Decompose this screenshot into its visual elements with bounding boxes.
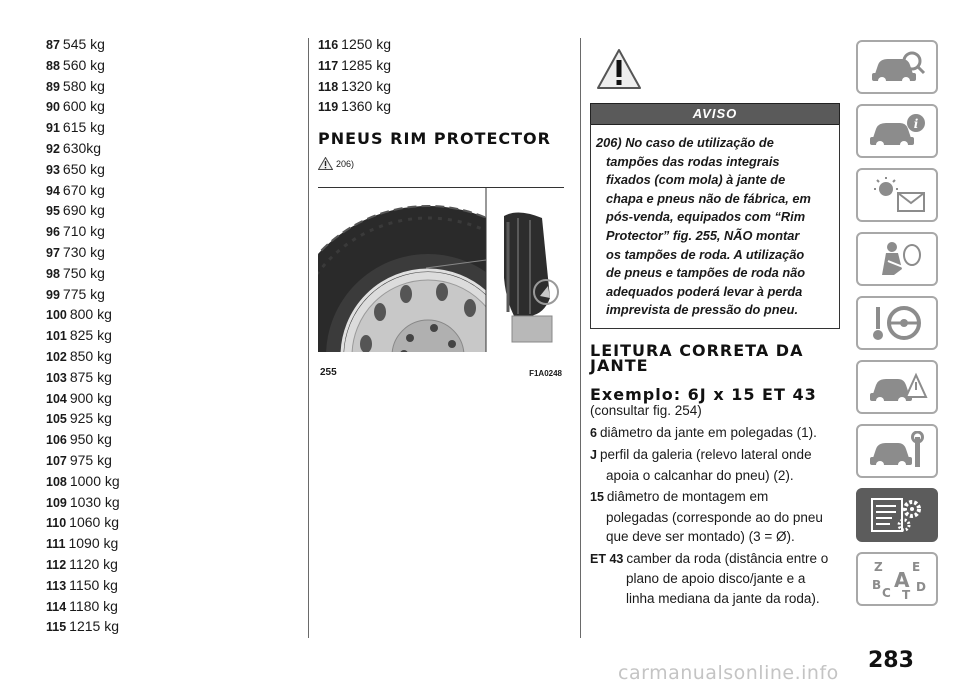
load-index-value: 900 kg bbox=[69, 389, 112, 406]
load-index-code: 118 bbox=[318, 79, 339, 94]
load-index-value: 1360 kg bbox=[341, 98, 391, 115]
warning-box bbox=[590, 124, 840, 329]
load-index-row bbox=[46, 408, 296, 429]
note-reference: 206) bbox=[318, 155, 570, 171]
column-2 bbox=[318, 34, 570, 379]
definition-text: que deve ser montado) (3 = Ø). bbox=[606, 529, 795, 545]
load-index-row bbox=[318, 96, 570, 117]
load-index-row bbox=[46, 242, 296, 263]
definition-item bbox=[590, 445, 840, 485]
load-index-code: 105 bbox=[46, 412, 67, 427]
warning-text bbox=[596, 153, 831, 320]
svg-text:Z: Z bbox=[874, 560, 883, 574]
load-index-code: 108 bbox=[46, 474, 67, 489]
load-index-row bbox=[46, 159, 296, 180]
load-index-row bbox=[46, 284, 296, 305]
figure-code: F1A0248 bbox=[529, 369, 562, 379]
load-index-value: 800 kg bbox=[69, 306, 112, 323]
load-index-value: 950 kg bbox=[69, 431, 112, 448]
load-index-code: 99 bbox=[46, 287, 60, 302]
definitions-list bbox=[590, 423, 840, 609]
load-index-value: 615 kg bbox=[62, 119, 105, 136]
load-index-value: 650 kg bbox=[62, 160, 105, 177]
warning-line: chapa e pneus não de fábrica, em bbox=[606, 190, 811, 206]
definition-item bbox=[590, 423, 840, 444]
definition-text: diâmetro da jante em polegadas (1). bbox=[599, 424, 817, 440]
load-index-value: 1320 kg bbox=[341, 77, 391, 94]
column-divider bbox=[580, 38, 581, 638]
load-index-code: 114 bbox=[46, 599, 67, 614]
load-index-row bbox=[46, 554, 296, 575]
airbag-seat-icon bbox=[858, 234, 936, 284]
load-index-code: 116 bbox=[318, 38, 339, 52]
load-index-value: 730 kg bbox=[62, 243, 105, 260]
load-index-value: 1060 kg bbox=[69, 514, 119, 531]
warning-light-message-icon bbox=[858, 170, 936, 220]
load-index-code: 119 bbox=[318, 100, 339, 115]
warning-triangle-icon bbox=[318, 157, 333, 170]
specs-gears-icon bbox=[858, 490, 936, 540]
side-tab-car-search[interactable] bbox=[856, 40, 938, 94]
load-index-value: 1090 kg bbox=[68, 535, 119, 552]
load-index-code: 95 bbox=[46, 204, 60, 219]
load-index-value: 1150 kg bbox=[69, 576, 118, 593]
load-index-code: 103 bbox=[46, 370, 67, 385]
load-index-code: 89 bbox=[46, 79, 60, 94]
definition-term: 6 bbox=[590, 425, 597, 440]
load-index-value: 975 kg bbox=[69, 451, 112, 468]
warning-line: tampões das rodas integrais bbox=[606, 153, 780, 169]
load-index-row bbox=[46, 96, 296, 117]
warning-line: de pneus e tampões de roda não bbox=[606, 265, 806, 281]
load-index-row bbox=[46, 76, 296, 97]
example-title: Exemplo: 6J x 15 ET 43 bbox=[590, 384, 817, 404]
load-index-value: 875 kg bbox=[69, 368, 112, 385]
load-index-value: 925 kg bbox=[69, 410, 112, 427]
load-index-value: 825 kg bbox=[69, 327, 112, 344]
load-index-value: 1285 kg bbox=[341, 56, 391, 73]
load-index-row bbox=[46, 325, 296, 346]
load-index-row bbox=[46, 221, 296, 242]
definition-text: linha mediana da jante da roda). bbox=[626, 590, 820, 606]
warning-triangle-icon bbox=[596, 48, 642, 90]
load-index-value: 600 kg bbox=[62, 98, 105, 115]
definition-item bbox=[590, 487, 840, 547]
load-index-value: 690 kg bbox=[62, 202, 105, 219]
load-index-row bbox=[46, 117, 296, 138]
load-index-value: 1000 kg bbox=[69, 472, 120, 489]
load-index-row bbox=[318, 76, 570, 97]
load-index-row bbox=[46, 616, 296, 637]
definition-text: perfil da galeria (relevo lateral onde bbox=[599, 447, 812, 463]
warning-line: pós-venda, equipados com “Rim bbox=[606, 209, 806, 225]
load-index-code: 102 bbox=[46, 349, 67, 364]
load-index-code: 117 bbox=[318, 58, 339, 73]
load-index-value: 560 kg bbox=[62, 56, 105, 73]
load-index-row bbox=[46, 512, 296, 533]
consult-figure: (consultar fig. 254) bbox=[590, 402, 702, 418]
svg-text:A: A bbox=[894, 568, 910, 592]
load-index-code: 104 bbox=[46, 391, 67, 406]
warning-title: AVISO bbox=[590, 103, 840, 125]
warning-line: imprevista de pressão do pneu. bbox=[606, 302, 799, 318]
load-index-code: 111 bbox=[46, 537, 66, 552]
load-index-value: 1250 kg bbox=[341, 36, 391, 52]
definition-text: diâmetro de montagem em bbox=[606, 489, 769, 505]
definition-term: 15 bbox=[590, 490, 604, 505]
car-info-icon bbox=[858, 106, 936, 156]
load-index-code: 92 bbox=[46, 141, 60, 156]
load-index-value: 1120 kg bbox=[69, 555, 118, 572]
definition-text: camber da roda (distância entre o bbox=[626, 550, 829, 566]
warning-line: adequados poderá levar à perda bbox=[606, 283, 803, 299]
load-index-code: 87 bbox=[46, 38, 60, 52]
svg-text:T: T bbox=[902, 588, 911, 599]
figure-rim-protector-tire bbox=[318, 187, 564, 379]
svg-text:D: D bbox=[916, 580, 926, 594]
load-index-list-1 bbox=[46, 34, 296, 637]
load-index-row bbox=[46, 471, 296, 492]
definition-term: J bbox=[590, 448, 597, 463]
load-index-row bbox=[46, 388, 296, 409]
load-index-code: 88 bbox=[46, 58, 60, 73]
load-index-code: 109 bbox=[46, 495, 67, 510]
side-tab-steering-wheel-key[interactable] bbox=[856, 296, 938, 350]
load-index-row bbox=[46, 34, 296, 55]
car-wrench-icon bbox=[858, 426, 936, 476]
column-divider bbox=[308, 38, 309, 638]
svg-text:B: B bbox=[872, 578, 882, 592]
load-index-code: 97 bbox=[46, 245, 60, 260]
warning-first-line: 206) No caso de utilização de bbox=[596, 135, 774, 150]
side-tab-car-emergency[interactable] bbox=[856, 360, 938, 414]
load-index-code: 107 bbox=[46, 453, 67, 468]
definition-text: polegadas (corresponde ao do pneu bbox=[606, 509, 823, 525]
load-index-code: 94 bbox=[46, 183, 60, 198]
side-tab-warning-light-message[interactable] bbox=[856, 168, 938, 222]
load-index-code: 90 bbox=[46, 100, 60, 115]
load-index-row bbox=[318, 34, 570, 55]
alphabet-index-icon bbox=[858, 554, 936, 604]
load-index-row bbox=[46, 596, 296, 617]
load-index-code: 113 bbox=[46, 578, 67, 593]
load-index-row bbox=[46, 492, 296, 513]
svg-text:i: i bbox=[913, 117, 919, 131]
side-tab-airbag-seat[interactable] bbox=[856, 232, 938, 286]
svg-text:C: C bbox=[882, 586, 891, 599]
definition-item bbox=[590, 549, 840, 609]
definition-text: apoia o calcanhar do pneu) (2). bbox=[606, 467, 794, 483]
load-index-row bbox=[318, 55, 570, 76]
load-index-value: 850 kg bbox=[69, 347, 112, 364]
tire-rim-illustration bbox=[318, 188, 564, 358]
page-number: 283 bbox=[868, 648, 914, 673]
definition-term: ET 43 bbox=[590, 551, 624, 566]
load-index-code: 96 bbox=[46, 225, 60, 240]
load-index-value: 1180 kg bbox=[69, 597, 118, 614]
load-index-list-2 bbox=[318, 34, 570, 117]
load-index-code: 110 bbox=[46, 516, 67, 531]
load-index-value: 1030 kg bbox=[69, 493, 120, 510]
column-3 bbox=[590, 48, 840, 608]
load-index-value: 750 kg bbox=[62, 264, 105, 281]
side-tab-car-wrench[interactable] bbox=[856, 424, 938, 478]
warning-line: Protector” fig. 255, NÃO montar bbox=[606, 227, 800, 243]
load-index-value: 580 kg bbox=[62, 77, 105, 94]
load-index-code: 100 bbox=[46, 308, 67, 323]
load-index-row bbox=[46, 346, 296, 367]
load-index-row bbox=[46, 263, 296, 284]
steering-wheel-key-icon bbox=[858, 298, 936, 348]
section-title-rim-protector: PNEUS RIM PROTECTOR bbox=[318, 129, 551, 149]
load-index-row bbox=[46, 533, 296, 554]
load-index-value: 775 kg bbox=[62, 285, 105, 302]
load-index-code: 106 bbox=[46, 433, 67, 448]
load-index-row bbox=[46, 575, 296, 596]
svg-text:E: E bbox=[912, 560, 921, 574]
car-search-icon bbox=[858, 42, 936, 92]
load-index-row bbox=[46, 450, 296, 471]
load-index-code: 112 bbox=[46, 557, 67, 572]
load-index-code: 93 bbox=[46, 162, 60, 177]
warning-line: fixados (com mola) à jante de bbox=[606, 172, 786, 188]
load-index-row bbox=[46, 304, 296, 325]
definition-text: plano de apoio disco/jante e a bbox=[626, 571, 806, 587]
load-index-row bbox=[46, 200, 296, 221]
car-emergency-icon bbox=[858, 362, 936, 412]
load-index-value: 630kg bbox=[62, 139, 102, 156]
figure-number: 255 bbox=[320, 367, 337, 379]
side-tab-specs-gears[interactable] bbox=[856, 488, 938, 542]
load-index-value: 670 kg bbox=[62, 181, 105, 198]
load-index-row bbox=[46, 429, 296, 450]
load-index-row bbox=[46, 138, 296, 159]
load-index-value: 1215 kg bbox=[69, 618, 119, 635]
load-index-row bbox=[46, 180, 296, 201]
load-index-code: 91 bbox=[46, 121, 60, 136]
load-index-value: 710 kg bbox=[62, 223, 105, 240]
side-tab-alphabet-index[interactable] bbox=[856, 552, 938, 606]
section-title-rim-reading: LEITURA CORRETA DA JANTE bbox=[590, 340, 804, 375]
watermark: carmanualsonline.info bbox=[618, 662, 839, 684]
load-index-code: 115 bbox=[46, 620, 67, 635]
load-index-code: 98 bbox=[46, 266, 60, 281]
load-index-code: 101 bbox=[46, 329, 67, 344]
load-index-value: 545 kg bbox=[62, 36, 105, 52]
load-index-row bbox=[46, 367, 296, 388]
load-index-row bbox=[46, 55, 296, 76]
warning-line: os tampões de roda. A utilização bbox=[606, 246, 805, 262]
side-tab-car-info[interactable] bbox=[856, 104, 938, 158]
